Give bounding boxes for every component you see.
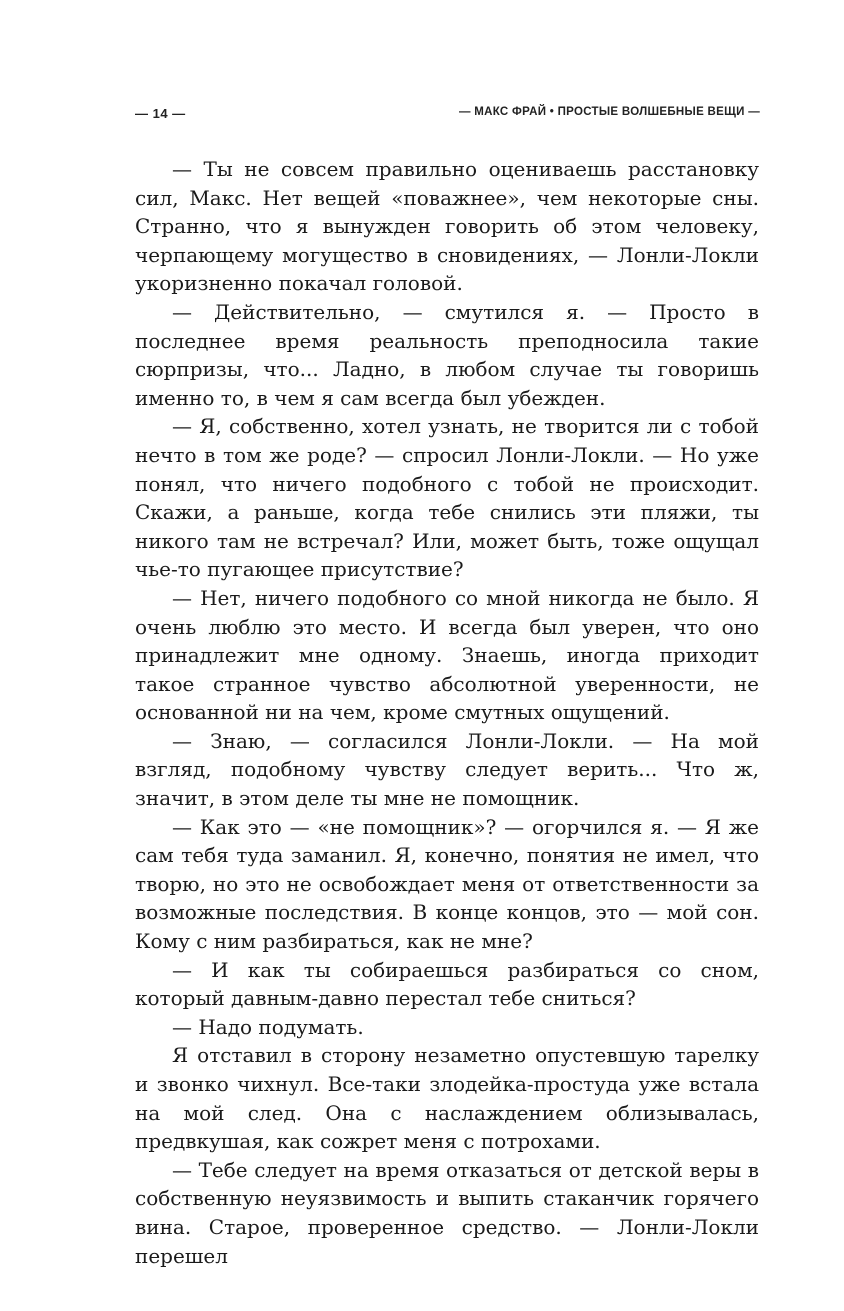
- paragraph: — Как это — «не помощник»? — огорчился я. — Я же сам тебя туда заманил. Я, конечно, понятия не имел, что творю, но это не освобождает меня от ответственности за возможные последствия. В конце концов, это — мой сон. Кому с ним разбираться, как не мне?: [135, 814, 759, 954]
- paragraph: — И как ты собираешься разбираться со сном, который давным-давно перестал тебе сниться?: [135, 957, 759, 1011]
- running-head: — МАКС ФРАЙ • ПРОСТЫЕ ВОЛШЕБНЫЕ ВЕЩИ —: [458, 106, 760, 118]
- body-text: [135, 155, 759, 1270]
- page-number: — 14 —: [135, 106, 186, 121]
- paragraph: — Знаю, — согласился Лонли-Локли. — На мой взгляд, подобному чувству следует верить... Что ж, значит, в этом деле ты мне не помощник.: [135, 728, 759, 811]
- paragraph: — Нет, ничего подобного со мной никогда не было. Я очень люблю это место. И всегда был уверен, что оно принадлежит мне одному. Знаешь, иногда приходит такое странное чувство абсолютной уверенности, не основанной ни на чем, кроме смутных ощущений.: [135, 585, 759, 725]
- paragraph: — Я, собственно, хотел узнать, не творится ли с тобой нечто в том же роде? — спросил Лонли-Локли. — Но уже понял, что ничего подобного с тобой не происходит. Скажи, а раньше, когда тебе снились эти пляжи, ты никого там не встречал? Или, может быть, тоже ощущал чье-то пугающее присутствие?: [135, 414, 759, 582]
- paragraph: Я отставил в сторону незаметно опустевшую тарелку и звонко чихнул. Все-таки злодейка-простуда уже встала на мой след. Она с наслаждением облизывалась, предвкушая, как сожрет меня с потрохами.: [135, 1043, 759, 1154]
- paragraph: — Надо подумать.: [172, 1014, 364, 1039]
- paragraph: — Тебе следует на время отказаться от детской веры в собственную неуязвимость и выпить стаканчик горячего вина. Старое, проверенное средство. — Лонли-Локли перешел: [135, 1157, 759, 1268]
- paragraph: — Ты не совсем правильно оцениваешь расстановку сил, Макс. Нет вещей «поважнее», чем некоторые сны. Странно, что я вынужден говорить об этом человеку, черпающему могущество в сновидениях, — Лонли-Локли укоризненно покачал головой.: [135, 157, 759, 296]
- paragraph: — Действительно, — смутился я. — Просто в последнее время реальность преподносила такие сюрпризы, что... Ладно, в любом случае ты говоришь именно то, в чем я сам всегда был убежден.: [135, 299, 759, 410]
- page-header: [135, 106, 760, 128]
